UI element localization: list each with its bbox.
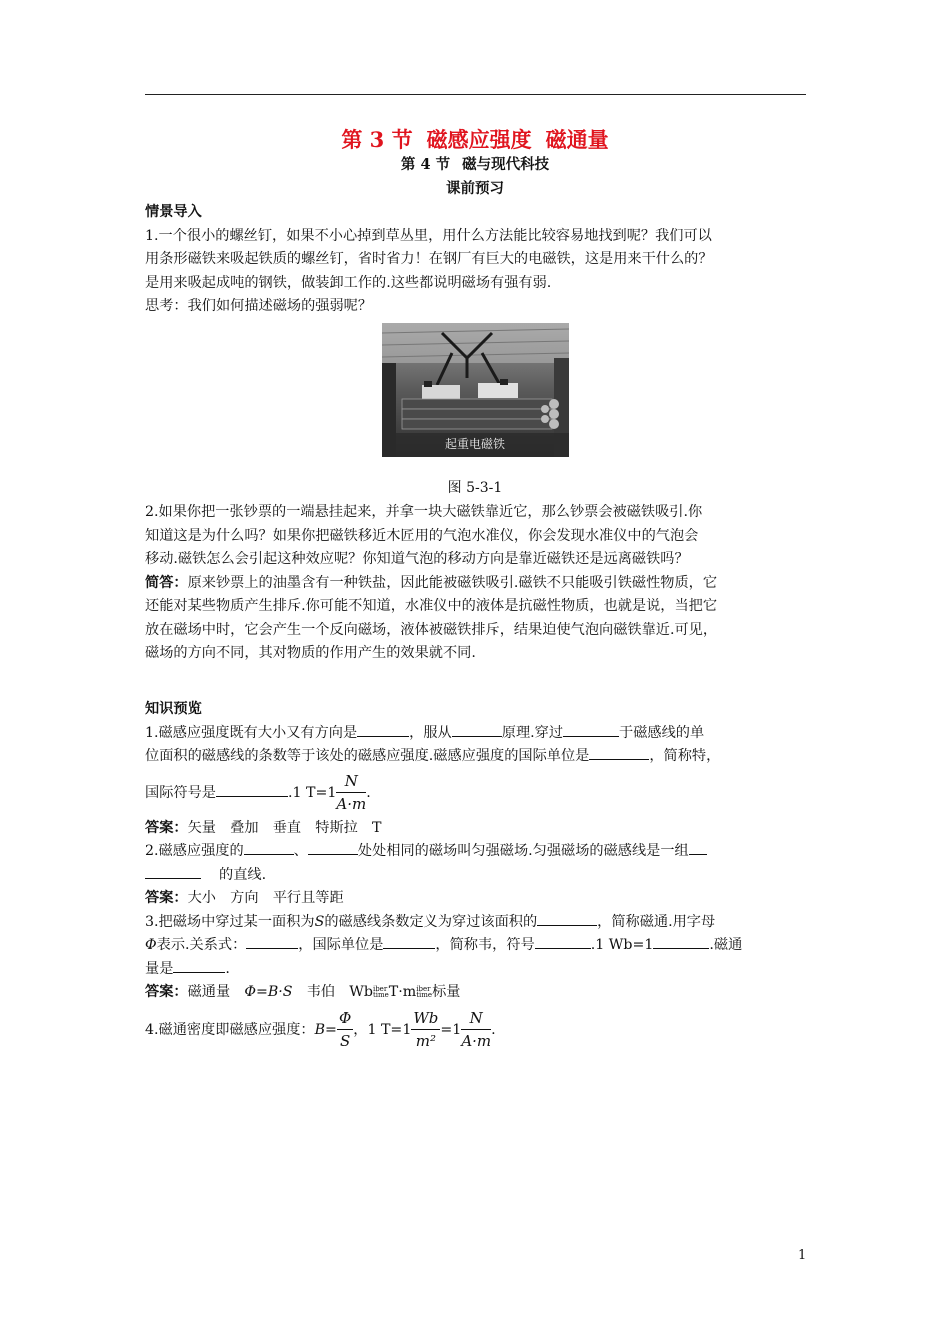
question-2-line-1: 2.磁感应强度的 、 处处相同的磁场叫匀强磁场.匀强磁场的磁感线是一组 (145, 840, 809, 864)
answer-1: 答案：矢量 叠加 垂直 特斯拉 T (145, 819, 382, 836)
title-topic-1: 磁感应强度 (426, 127, 532, 152)
question-4: 4.磁通密度即磁感应强度：B= $\frac{\Phi}{S}$ ，1 T=1 $\frac{Wb}{\text{m²}}$ =1 $\frac{N}{A\cdot m}$ . (145, 1009, 496, 1050)
blank (452, 722, 502, 737)
scene-heading: 情景导入 (145, 204, 202, 220)
blank (244, 840, 294, 855)
blank (535, 934, 591, 949)
knowledge-preview-block (145, 698, 809, 1055)
blank (589, 745, 649, 760)
scene-paragraph-1-line-3: 是用来吸起成吨的钢铁，做装卸工作的.这些都说明磁场有强有弱. (145, 274, 552, 291)
answer-3: 答案：磁通量 Φ=B·S 韦伯 Wbiber timeT·miber time标量 (145, 984, 461, 1000)
fraction-wb-over-m2: $\frac{Wb}{\text{m²}}$ (413, 1009, 439, 1050)
brief-answer-line-2: 还能对某些物质产生排斥.你可能不知道，水准仪中的液体是抗磁性物质，也就是说，当把它 (145, 598, 718, 614)
subtitle-section-number: 第 4 节 (400, 156, 451, 173)
header-rule (145, 94, 806, 95)
page-subtitle (0, 153, 950, 174)
blank (145, 864, 201, 879)
answer-2: 答案：大小 方向 平行且等距 (145, 890, 344, 906)
title-section-number: 第 3 节 (341, 127, 413, 152)
title-topic-2: 磁通量 (545, 127, 609, 152)
fraction-phi-over-s: $\frac{\Phi}{S}$ (338, 1009, 352, 1050)
fraction-n-over-am: $\frac{N}{A\cdot m}$ (461, 1009, 492, 1050)
question-2-line-2: 的直线. (145, 864, 809, 888)
blank (216, 782, 288, 797)
stacked-subscript: iber time (372, 985, 389, 999)
question-3-line-1: 3.把磁场中穿过某一面积为S的磁感线条数定义为穿过该面积的 ，简称磁通.用字母 (145, 911, 809, 935)
blank (653, 934, 709, 949)
page-number: 1 (798, 1248, 807, 1263)
scene-paragraph-1-line-1: 1.一个很小的螺丝钉，如果不小心掉到草丛里，用什么方法能比较容易地找到呢？我们可以 (145, 227, 712, 244)
brief-answer-line-1: 原来钞票上的油墨含有一种铁盐，因此能被磁铁吸引.磁铁不只能吸引铁磁性物质，它 (187, 574, 718, 591)
scene-paragraph-2-line-1: 2.如果你把一张钞票的一端悬挂起来，并拿一块大磁铁靠近它，那么钞票会被磁铁吸引.你 (145, 504, 703, 520)
blank (563, 722, 619, 737)
question-3-line-3: 量是 . (145, 958, 809, 982)
blank (383, 934, 435, 949)
figure-caption: 图 5-3-1 (447, 480, 503, 496)
scene-intro-block (145, 201, 809, 319)
fraction-n-over-am: $\frac{N}{A\cdot m}$ (336, 772, 367, 813)
scene-paragraph-1-line-2: 用条形磁铁来吸起铁质的螺丝钉，省时省力！在钢厂有巨大的电磁铁，这是用来干什么的？ (145, 251, 713, 267)
blank (537, 911, 597, 926)
stacked-subscript: iber time (416, 985, 433, 999)
question-1-line-3: 国际符号是 .1 T=1 $\frac{N}{A\cdot m}$ . (145, 772, 371, 813)
blank (173, 958, 225, 973)
question-3-line-2: Φ表示.关系式： ，国际单位是 ，简称韦，符号 .1 Wb=1 .磁通 (145, 934, 809, 958)
blank (246, 934, 298, 949)
question-1-line-2: 位面积的磁感线的条数等于该处的磁感应强度.磁感应强度的国际单位是 ，简称特， (145, 745, 809, 769)
brief-answer-line-3: 放在磁场中时，它会产生一个反向磁场，液体被磁铁排斥，结果迫使气泡向磁铁靠近.可见， (145, 621, 718, 638)
scene-paragraph-2-line-3: 移动.磁铁怎么会引起这种效应呢？你知道气泡的移动方向是靠近磁铁还是远离磁铁吗？ (145, 551, 689, 567)
blank (689, 840, 707, 855)
scene-question-2-block (145, 501, 809, 666)
electromagnet-crane-photo (382, 323, 569, 457)
subtitle-topic: 磁与现代科技 (462, 156, 550, 173)
page-title (0, 124, 950, 154)
scene-question: 思考：我们如何描述磁场的强弱呢？ (145, 298, 373, 314)
photo-label: 起重电磁铁 (444, 437, 506, 451)
brief-answer-line-4: 磁场的方向不同，其对物质的作用产生的效果就不同. (145, 645, 476, 661)
question-1-line-1: 1.磁感应强度既有大小又有方向是 ，服从 原理.穿过 于磁感线的单 (145, 722, 809, 746)
preview-heading: 知识预览 (145, 701, 202, 717)
brief-answer-label: 简答： (145, 574, 188, 591)
section-heading: 课前预习 (446, 180, 504, 197)
scene-paragraph-2-line-2: 知道这是为什么吗？如果你把磁铁移近木匠用的气泡水准仪，你会发现水准仪中的气泡会 (145, 527, 699, 544)
blank (308, 840, 358, 855)
blank (357, 722, 409, 737)
